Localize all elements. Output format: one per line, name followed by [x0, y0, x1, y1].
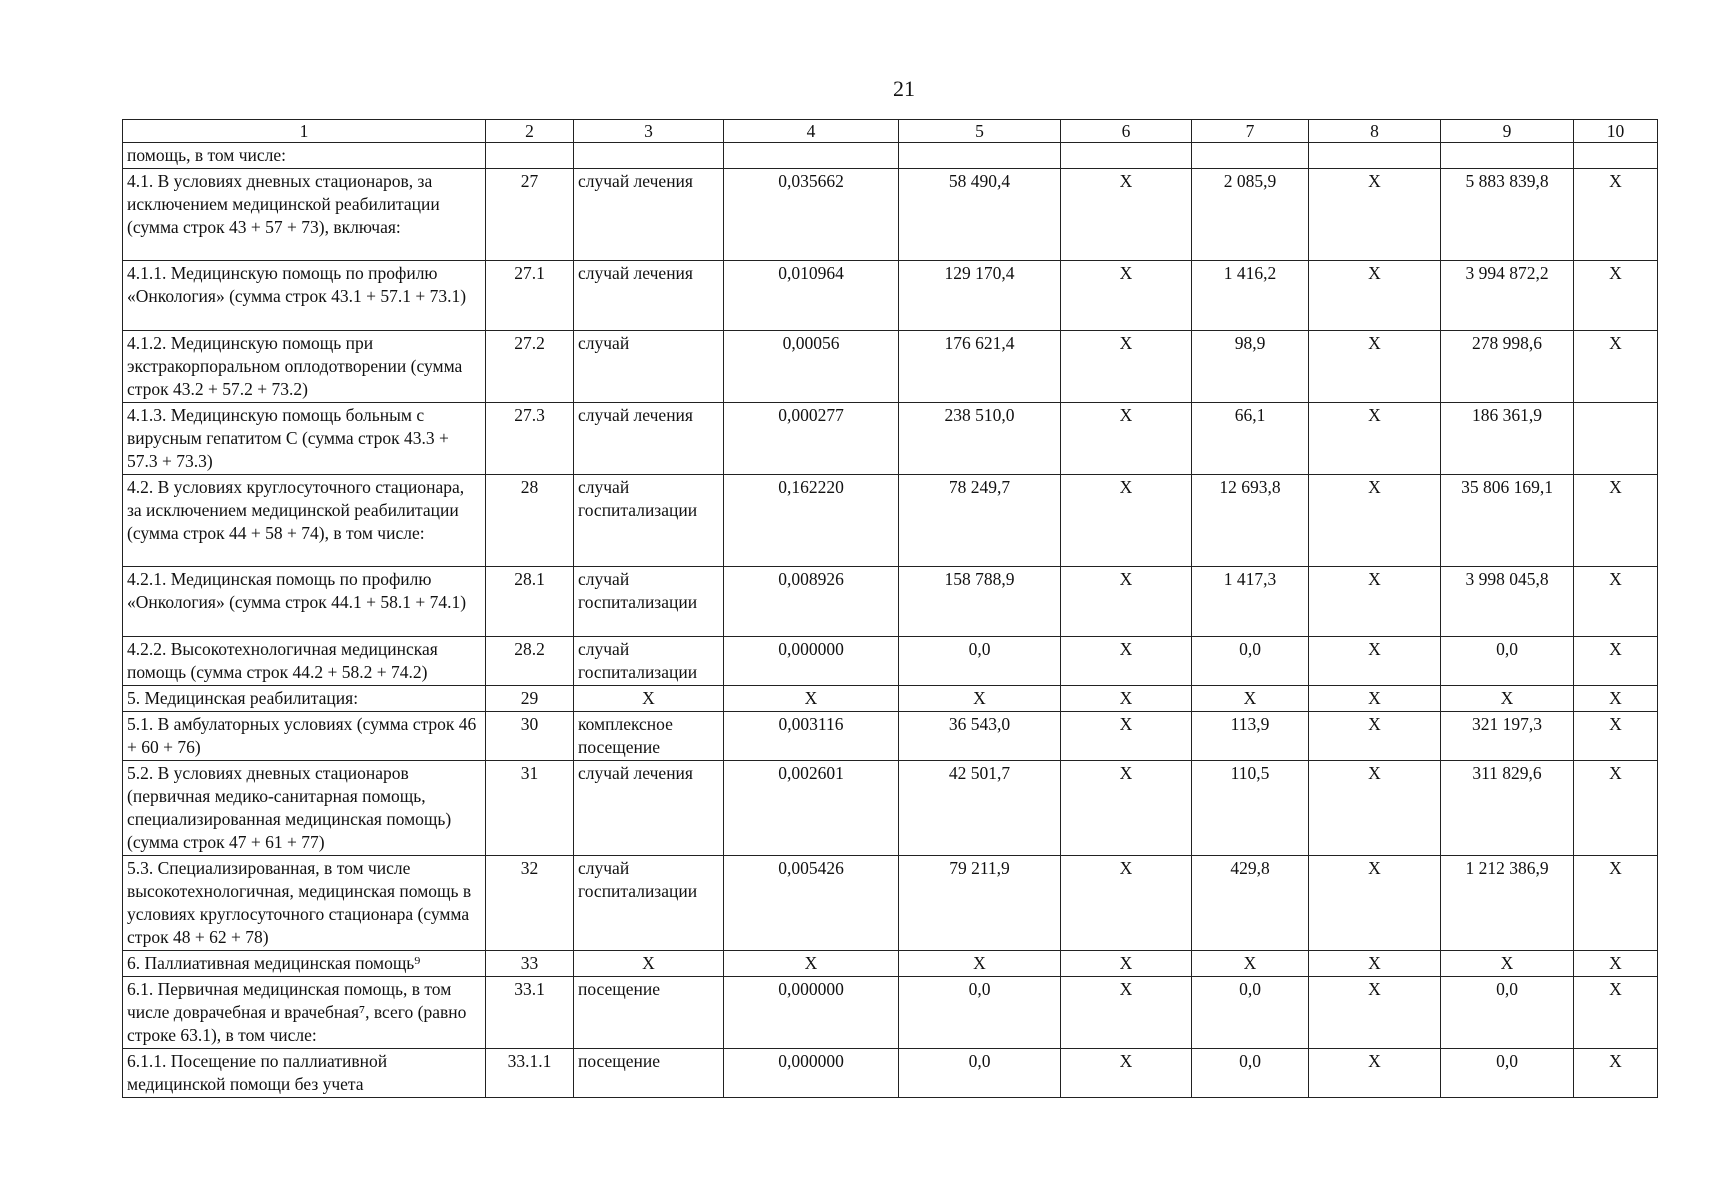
- table-cell: Х: [1574, 977, 1658, 1049]
- header-cell: 5: [899, 120, 1061, 143]
- table-cell: 32: [486, 856, 574, 951]
- table-cell: 27: [486, 169, 574, 261]
- table-cell: 176 621,4: [899, 331, 1061, 403]
- table-cell: 1 212 386,9: [1441, 856, 1574, 951]
- table-body: [123, 143, 1658, 1098]
- table-cell: 27.2: [486, 331, 574, 403]
- table-cell: 58 490,4: [899, 169, 1061, 261]
- table-cell: Х: [899, 686, 1061, 712]
- table-cell: Х: [574, 686, 724, 712]
- page-number: 21: [893, 76, 915, 101]
- table-cell: 28.1: [486, 567, 574, 637]
- table-cell: Х: [1061, 567, 1192, 637]
- table-cell: 33: [486, 951, 574, 977]
- data-table: [122, 119, 1658, 1098]
- table-cell: 238 510,0: [899, 403, 1061, 475]
- table-cell: Х: [1309, 761, 1441, 856]
- table-cell: 6.1.1. Посещение по паллиативной медицинской помощи без учета: [123, 1049, 486, 1098]
- table-cell: Х: [1061, 712, 1192, 761]
- table-row: [123, 712, 1658, 761]
- table-cell: 6.1. Первичная медицинская помощь, в том числе доврачебная и врачебная⁷, всего (равно строке 63.1), в том числе:: [123, 977, 486, 1049]
- table-cell: [1061, 143, 1192, 169]
- table-cell: Х: [1309, 261, 1441, 331]
- table-cell: Х: [1309, 951, 1441, 977]
- header-row: [123, 120, 1658, 143]
- table-cell: [1574, 403, 1658, 475]
- table-cell: 98,9: [1192, 331, 1309, 403]
- table-cell: Х: [724, 951, 899, 977]
- table-cell: 4.2.1. Медицинская помощь по профилю «Онкология» (сумма строк 44.1 + 58.1 + 74.1): [123, 567, 486, 637]
- table-row: [123, 1049, 1658, 1098]
- table-cell: 28.2: [486, 637, 574, 686]
- table-cell: Х: [1192, 951, 1309, 977]
- table-cell: 110,5: [1192, 761, 1309, 856]
- table-cell: Х: [1574, 331, 1658, 403]
- table-cell: Х: [1061, 331, 1192, 403]
- table-cell: 27.3: [486, 403, 574, 475]
- table-cell: Х: [1061, 1049, 1192, 1098]
- table-cell: Х: [1574, 1049, 1658, 1098]
- table-cell: Х: [1309, 856, 1441, 951]
- table-cell: 66,1: [1192, 403, 1309, 475]
- table-cell: случай госпитализации: [574, 475, 724, 567]
- table-cell: 33.1: [486, 977, 574, 1049]
- table-cell: посещение: [574, 977, 724, 1049]
- table-cell: 0,0: [899, 977, 1061, 1049]
- table-cell: Х: [1309, 331, 1441, 403]
- table-cell: случай госпитализации: [574, 637, 724, 686]
- table-cell: Х: [574, 951, 724, 977]
- table-cell: 0,0: [1192, 977, 1309, 1049]
- table-cell: 0,0: [1192, 1049, 1309, 1098]
- table-row: [123, 951, 1658, 977]
- table-row: [123, 977, 1658, 1049]
- table-cell: 5. Медицинская реабилитация:: [123, 686, 486, 712]
- table-row: [123, 856, 1658, 951]
- table-cell: 2 085,9: [1192, 169, 1309, 261]
- table-cell: [574, 143, 724, 169]
- table-cell: 6. Паллиативная медицинская помощь⁹: [123, 951, 486, 977]
- table-cell: посещение: [574, 1049, 724, 1098]
- table-cell: 28: [486, 475, 574, 567]
- table-cell: 0,0: [1441, 977, 1574, 1049]
- table-cell: Х: [1441, 686, 1574, 712]
- table-cell: 0,000000: [724, 637, 899, 686]
- table-cell: 4.1. В условиях дневных стационаров, за исключением медицинской реабилитации (сумма строк 43 + 57 + 73), включая:: [123, 169, 486, 261]
- table-row: [123, 567, 1658, 637]
- table-cell: 12 693,8: [1192, 475, 1309, 567]
- table-cell: 30: [486, 712, 574, 761]
- table-cell: Х: [1309, 637, 1441, 686]
- table-cell: 186 361,9: [1441, 403, 1574, 475]
- table-cell: 0,162220: [724, 475, 899, 567]
- table-cell: 5 883 839,8: [1441, 169, 1574, 261]
- table-cell: 0,035662: [724, 169, 899, 261]
- header-cell: 7: [1192, 120, 1309, 143]
- table-cell: Х: [1192, 686, 1309, 712]
- table-cell: 33.1.1: [486, 1049, 574, 1098]
- table-cell: 321 197,3: [1441, 712, 1574, 761]
- table-cell: 0,0: [899, 637, 1061, 686]
- table-cell: 4.1.2. Медицинскую помощь при экстракорпоральном оплодотворении (сумма строк 43.2 + 57.2 + 73.2): [123, 331, 486, 403]
- header-cell: 9: [1441, 120, 1574, 143]
- table-cell: случай лечения: [574, 403, 724, 475]
- table-row: [123, 143, 1658, 169]
- header-cell: 1: [123, 120, 486, 143]
- header-cell: 3: [574, 120, 724, 143]
- table-cell: [1309, 143, 1441, 169]
- table-cell: 29: [486, 686, 574, 712]
- table-row: [123, 637, 1658, 686]
- table-row: [123, 261, 1658, 331]
- table-cell: [899, 143, 1061, 169]
- table-cell: Х: [1061, 856, 1192, 951]
- table-cell: 0,000000: [724, 1049, 899, 1098]
- table-row: [123, 169, 1658, 261]
- table-cell: Х: [1061, 977, 1192, 1049]
- table-cell: случай лечения: [574, 169, 724, 261]
- header-cell: 4: [724, 120, 899, 143]
- table-cell: Х: [1309, 567, 1441, 637]
- table-cell: 3 994 872,2: [1441, 261, 1574, 331]
- table-cell: 42 501,7: [899, 761, 1061, 856]
- table-cell: 5.2. В условиях дневных стационаров (первичная медико-санитарная помощь, специализированная медицинская помощь) (сумма строк 47 + 61 + 77): [123, 761, 486, 856]
- table-cell: Х: [1309, 1049, 1441, 1098]
- table-cell: [486, 143, 574, 169]
- table-cell: 4.1.3. Медицинскую помощь больным с вирусным гепатитом С (сумма строк 43.3 + 57.3 + 73.3): [123, 403, 486, 475]
- header-cell: 8: [1309, 120, 1441, 143]
- table-cell: Х: [1061, 761, 1192, 856]
- table-cell: комплексное посещение: [574, 712, 724, 761]
- table-cell: 0,00056: [724, 331, 899, 403]
- header-cell: 6: [1061, 120, 1192, 143]
- table-cell: Х: [1309, 169, 1441, 261]
- table-cell: 31: [486, 761, 574, 856]
- table-cell: Х: [1574, 856, 1658, 951]
- table-cell: случай госпитализации: [574, 567, 724, 637]
- table-cell: Х: [1309, 686, 1441, 712]
- table-cell: Х: [1309, 977, 1441, 1049]
- table-cell: 0,008926: [724, 567, 899, 637]
- table-cell: Х: [1574, 475, 1658, 567]
- table-cell: Х: [1309, 712, 1441, 761]
- table-cell: 5.1. В амбулаторных условиях (сумма строк 46 + 60 + 76): [123, 712, 486, 761]
- table-cell: 78 249,7: [899, 475, 1061, 567]
- table-row: [123, 403, 1658, 475]
- table-cell: 4.1.1. Медицинскую помощь по профилю «Онкология» (сумма строк 43.1 + 57.1 + 73.1): [123, 261, 486, 331]
- table-cell: Х: [1574, 637, 1658, 686]
- table-cell: 278 998,6: [1441, 331, 1574, 403]
- table-cell: 1 417,3: [1192, 567, 1309, 637]
- table-cell: 129 170,4: [899, 261, 1061, 331]
- table-cell: Х: [1574, 951, 1658, 977]
- table-cell: помощь, в том числе:: [123, 143, 486, 169]
- table-cell: [1574, 143, 1658, 169]
- table-cell: Х: [1061, 403, 1192, 475]
- table-cell: Х: [1441, 951, 1574, 977]
- table-cell: Х: [1061, 686, 1192, 712]
- table-cell: [1192, 143, 1309, 169]
- table-cell: 4.2. В условиях круглосуточного стационара, за исключением медицинской реабилитации (сумма строк 44 + 58 + 74), в том числе:: [123, 475, 486, 567]
- table-cell: Х: [1574, 686, 1658, 712]
- table-cell: 113,9: [1192, 712, 1309, 761]
- table-cell: случай: [574, 331, 724, 403]
- table-cell: 0,010964: [724, 261, 899, 331]
- table-cell: Х: [1574, 169, 1658, 261]
- table-cell: случай лечения: [574, 261, 724, 331]
- table-row: [123, 331, 1658, 403]
- table-cell: Х: [1061, 261, 1192, 331]
- table-cell: Х: [1061, 169, 1192, 261]
- table-cell: 3 998 045,8: [1441, 567, 1574, 637]
- table-cell: 79 211,9: [899, 856, 1061, 951]
- table-cell: случай госпитализации: [574, 856, 724, 951]
- table-cell: 0,000000: [724, 977, 899, 1049]
- table-cell: 0,003116: [724, 712, 899, 761]
- table-cell: Х: [1061, 637, 1192, 686]
- table-cell: Х: [724, 686, 899, 712]
- table-cell: Х: [1309, 475, 1441, 567]
- table-cell: Х: [1061, 951, 1192, 977]
- table-cell: Х: [1574, 261, 1658, 331]
- table-cell: 429,8: [1192, 856, 1309, 951]
- table-cell: Х: [1574, 761, 1658, 856]
- table-cell: 4.2.2. Высокотехнологичная медицинская помощь (сумма строк 44.2 + 58.2 + 74.2): [123, 637, 486, 686]
- table-cell: Х: [1061, 475, 1192, 567]
- table-cell: 0,002601: [724, 761, 899, 856]
- table-row: [123, 475, 1658, 567]
- table-cell: [1441, 143, 1574, 169]
- table-cell: 0,0: [1441, 1049, 1574, 1098]
- table-cell: 5.3. Специализированная, в том числе высокотехнологичная, медицинская помощь в условиях круглосуточного стационара (сумма строк 48 + 62 + 78): [123, 856, 486, 951]
- table-cell: случай лечения: [574, 761, 724, 856]
- table-cell: 36 543,0: [899, 712, 1061, 761]
- table-cell: 35 806 169,1: [1441, 475, 1574, 567]
- table-cell: 1 416,2: [1192, 261, 1309, 331]
- table-cell: [724, 143, 899, 169]
- table-cell: 0,0: [1441, 637, 1574, 686]
- table-cell: Х: [1309, 403, 1441, 475]
- table-row: [123, 686, 1658, 712]
- header-cell: 10: [1574, 120, 1658, 143]
- header-cell: 2: [486, 120, 574, 143]
- table-cell: 0,0: [899, 1049, 1061, 1098]
- table-cell: Х: [1574, 567, 1658, 637]
- table-row: [123, 761, 1658, 856]
- table-cell: Х: [1574, 712, 1658, 761]
- table-cell: 0,005426: [724, 856, 899, 951]
- table-cell: 158 788,9: [899, 567, 1061, 637]
- table-cell: 311 829,6: [1441, 761, 1574, 856]
- table-cell: 0,000277: [724, 403, 899, 475]
- table-cell: Х: [899, 951, 1061, 977]
- table-cell: 0,0: [1192, 637, 1309, 686]
- table-cell: 27.1: [486, 261, 574, 331]
